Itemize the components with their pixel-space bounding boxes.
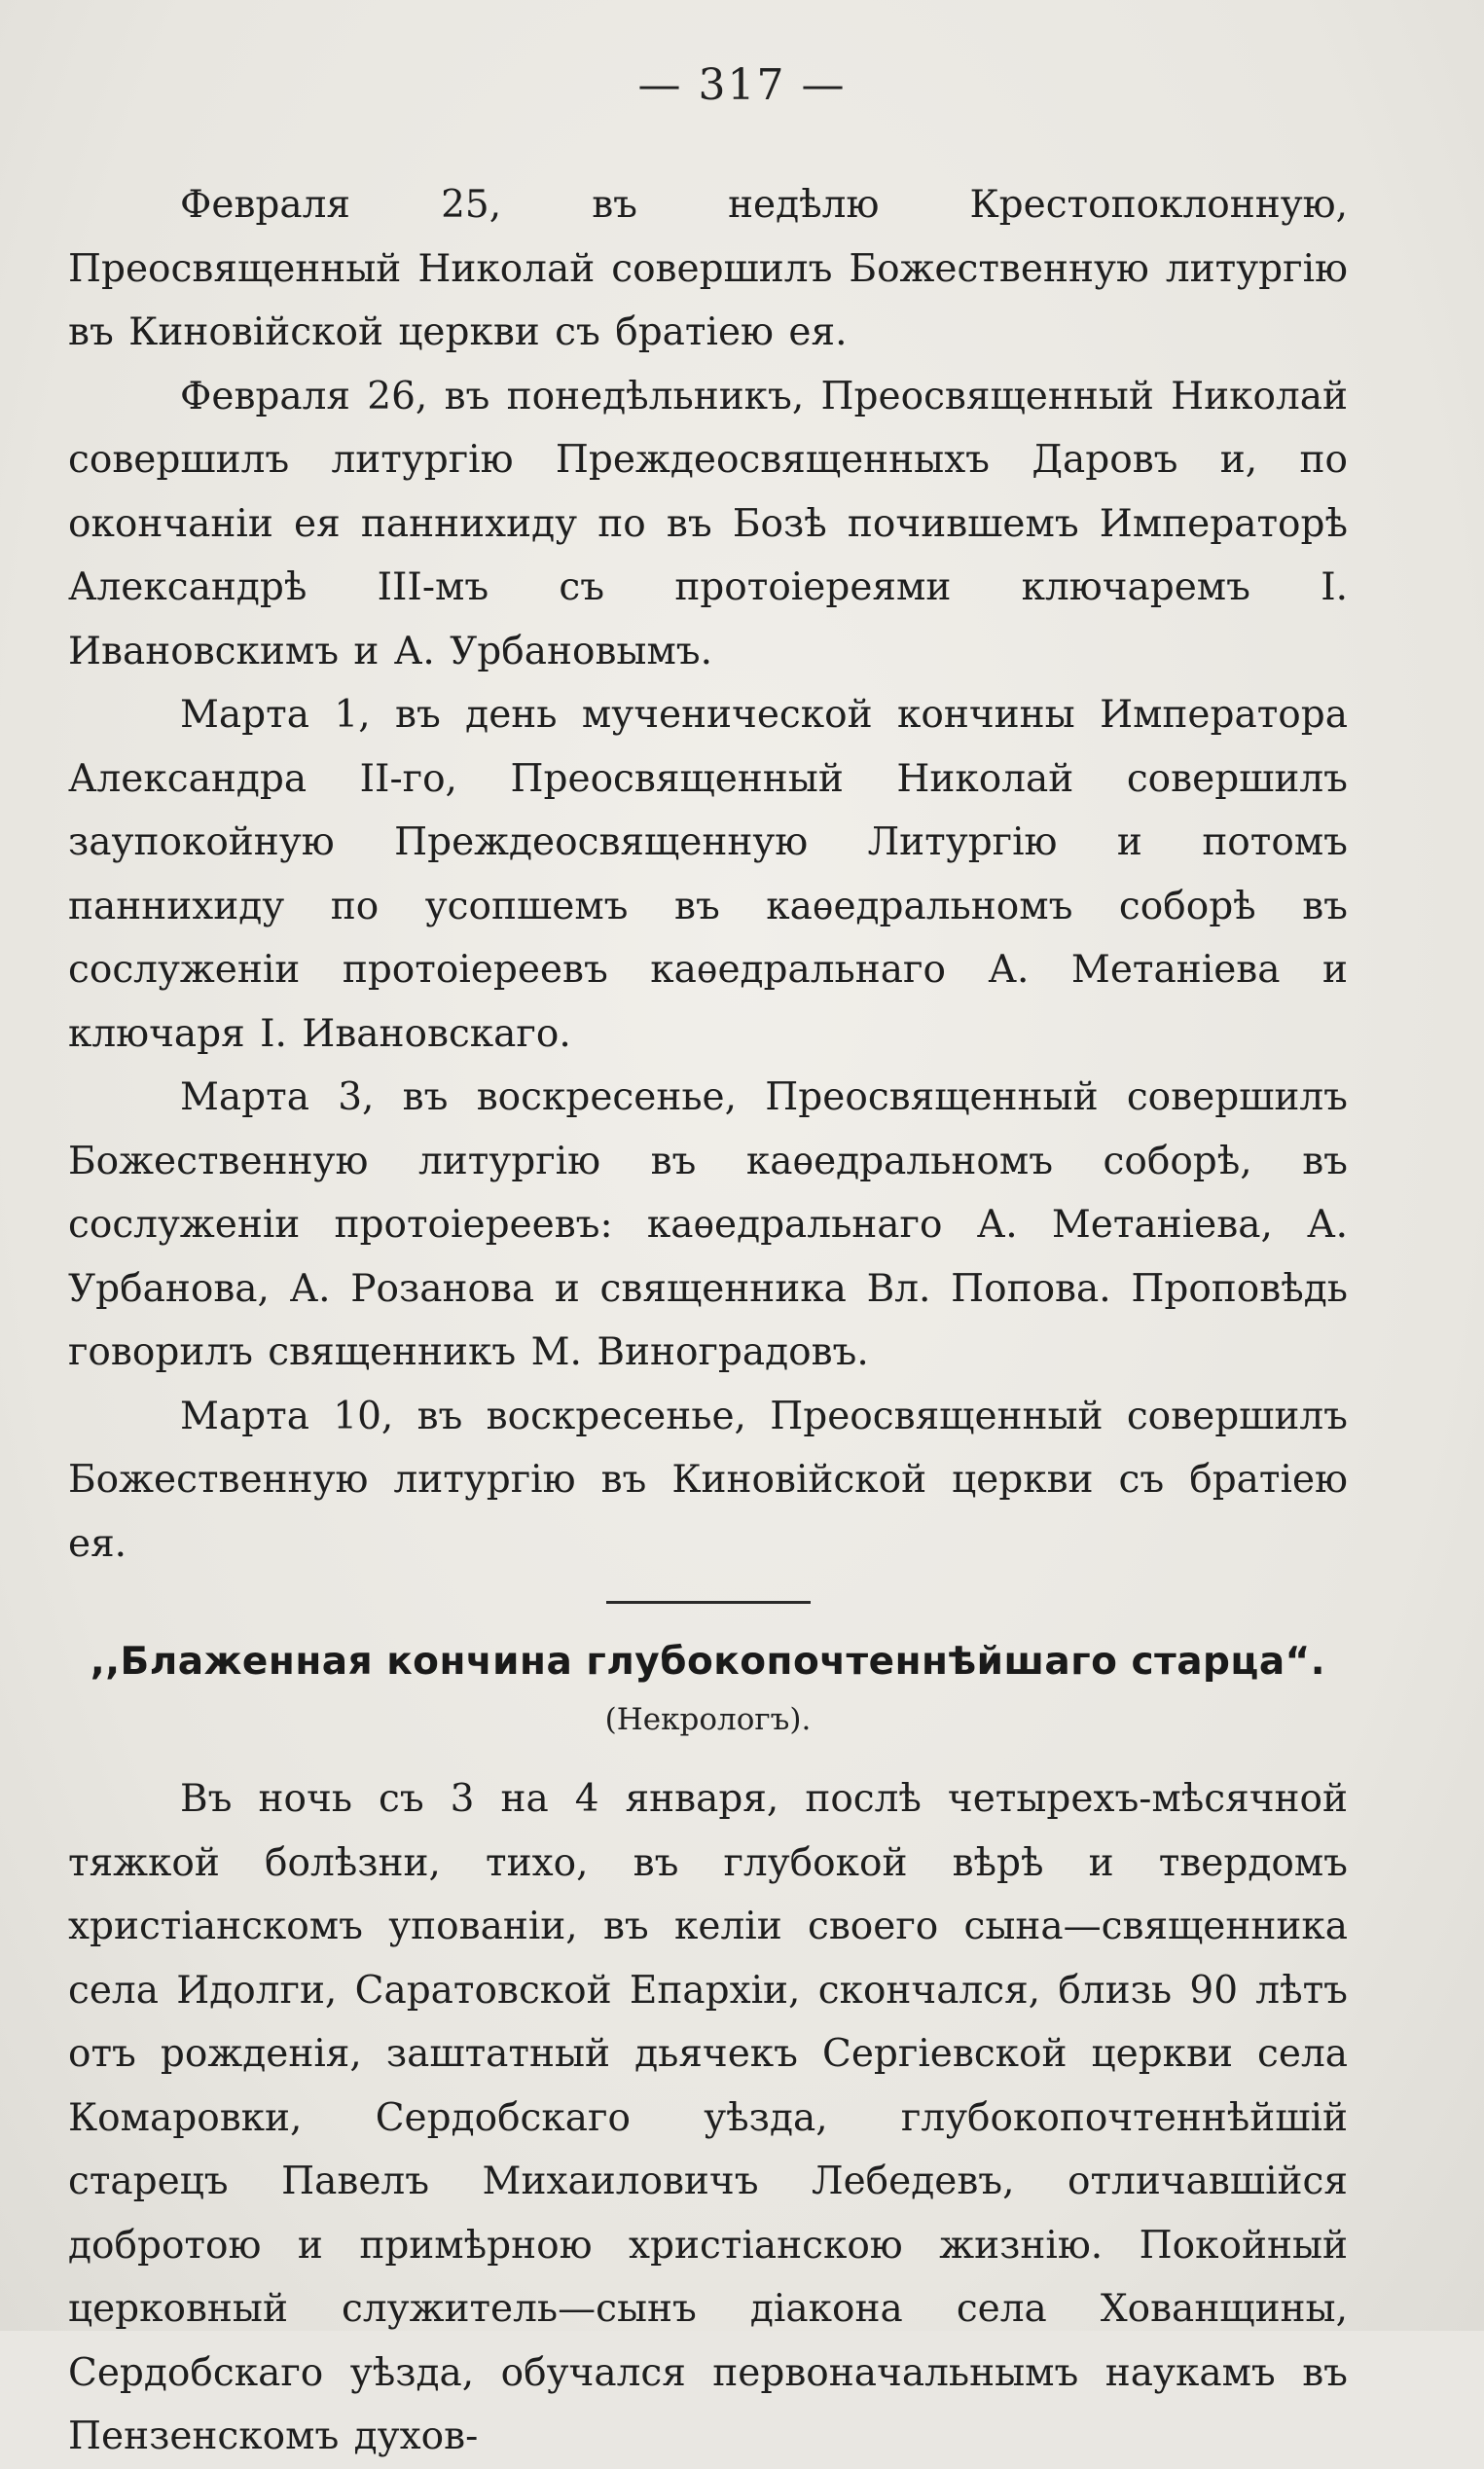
article-title: ,,Блаженная кончина глубокопочтеннѣйшаго старца“. xyxy=(90,1640,1326,1684)
page-text xyxy=(68,173,1348,2469)
page-number: — 317 — xyxy=(637,60,847,110)
chronicle-paragraph: Февраля 25, въ недѣлю Крестопоклонную, Преосвященный Николай совершилъ Божественную литургію въ Киновійской церкви съ братіею ея. xyxy=(68,183,1348,354)
obituary-paragraph: Въ ночь съ 3 на 4 января, послѣ четырехъ-мѣсячной тяжкой болѣзни, тихо, въ глубокой вѣрѣ и твердомъ христіанскомъ упованіи, въ келіи своего сына—священника села Идолги, Саратовской Епархіи, скончался, близь 90 лѣтъ отъ рожденія, заштатный дьячекъ Сергіевской церкви села Комаровки, Сердобскаго уѣзда, глубокопочтеннѣйшій старецъ Павелъ Михаиловичъ Лебедевъ, отличавшійся добротою и примѣрною христіанскою жизнію. Покойный церковный служитель—сынъ діакона села Хованщины, Сердобскаго уѣзда, обучался первоначальнымъ наукамъ въ Пензенскомъ духов- xyxy=(68,1777,1348,2458)
chronicle-paragraph: Марта 3, въ воскресенье, Преосвященный совершилъ Божественную литургію въ каѳедральномъ соборѣ, въ сослуженіи протоіереевъ: каѳедральнаго А. Метаніева, А. Урбанова, А. Розанова и священника Вл. Попова. Проповѣдь говорилъ священникъ М. Виноградовъ. xyxy=(68,1075,1348,1374)
section-divider xyxy=(606,1601,811,1604)
chronicle-paragraph: Марта 10, въ воскресенье, Преосвященный совершилъ Божественную литургію въ Киновійской церкви съ братіею ея. xyxy=(68,1394,1348,1566)
article-subtitle: (Некрологъ). xyxy=(604,1702,812,1737)
chronicle-paragraph: Марта 1, въ день мученической кончины Императора Александра II-го, Преосвященный Николай совершилъ заупокойную Преждеосвященную Литургію и потомъ паннихиду по усопшемъ въ каѳедральномъ соборѣ въ сослуженіи протоіереевъ каѳедральнаго А. Метаніева и ключаря І. Ивановскаго. xyxy=(68,693,1348,1056)
chronicle-paragraph: Февраля 26, въ понедѣльникъ, Преосвященный Николай совершилъ литургію Преждеосвященныхъ Даровъ и, по окончаніи ея паннихиду по въ Бозѣ почившемъ Императорѣ Александрѣ III-мъ съ протоіереями ключаремъ І. Ивановскимъ и А. Урбановымъ. xyxy=(68,374,1348,673)
